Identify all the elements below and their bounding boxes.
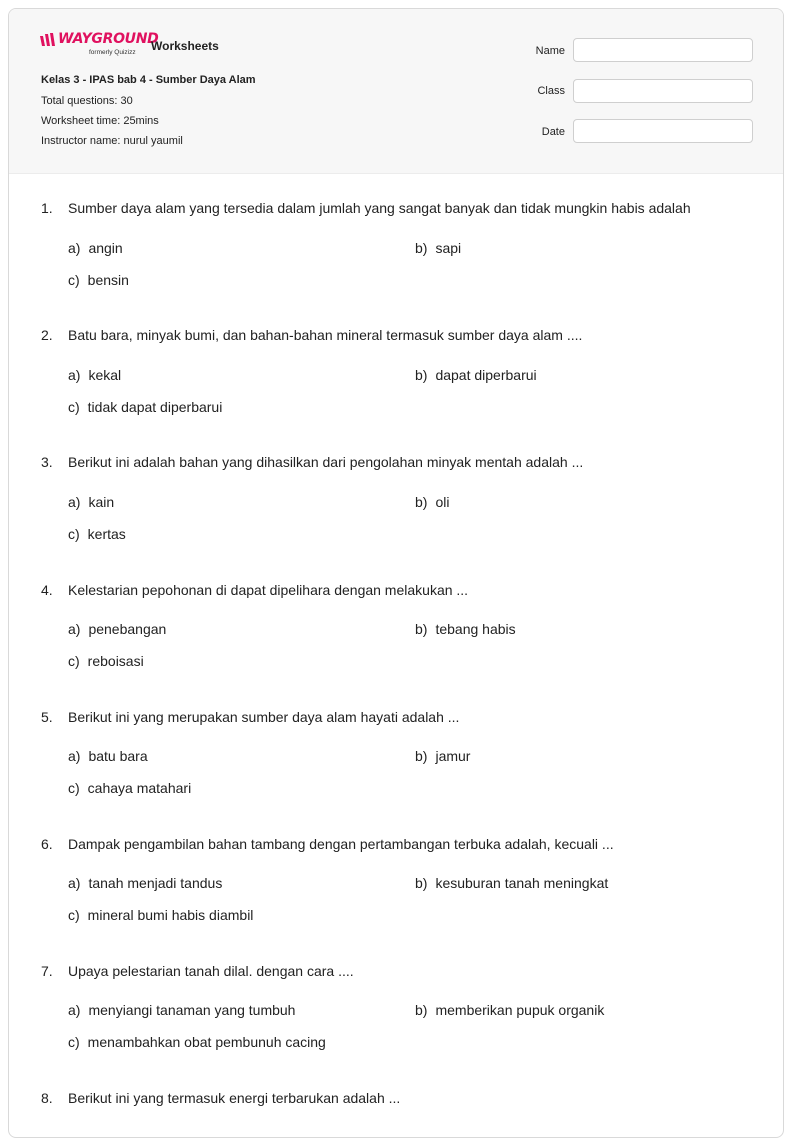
option-a[interactable]	[68, 494, 114, 510]
option-letter: a)	[68, 621, 81, 637]
option-b[interactable]	[415, 1002, 604, 1018]
total-questions: Total questions: 30	[41, 95, 133, 107]
option-text: penebangan	[88, 621, 167, 637]
option-c[interactable]	[68, 780, 191, 796]
option-letter: c)	[68, 526, 80, 542]
option-c[interactable]	[68, 272, 129, 288]
question-text: Sumber daya alam yang tersedia dalam jumlah yang sangat banyak dan tidak mungkin habis adalah	[68, 200, 691, 216]
question-text: Batu bara, minyak bumi, dan bahan-bahan mineral termasuk sumber daya alam ....	[68, 327, 583, 343]
option-text: kesuburan tanah meningkat	[435, 875, 609, 891]
class-field[interactable]	[573, 79, 753, 103]
option-text: kain	[88, 494, 115, 510]
option-a[interactable]	[68, 240, 123, 256]
option-text: jamur	[435, 748, 471, 764]
class-label: Class	[537, 85, 565, 97]
worksheet-page	[8, 8, 784, 1138]
option-b[interactable]	[415, 621, 516, 637]
option-b[interactable]	[415, 748, 470, 764]
option-a[interactable]	[68, 367, 121, 383]
option-text: kekal	[88, 367, 122, 383]
question-number: 2.	[41, 327, 53, 343]
option-letter: b)	[415, 367, 428, 383]
question-number: 7.	[41, 963, 53, 979]
option-b[interactable]	[415, 875, 608, 891]
question-number: 3.	[41, 454, 53, 470]
option-c[interactable]	[68, 526, 126, 542]
option-c[interactable]	[68, 653, 144, 669]
option-letter: a)	[68, 1002, 81, 1018]
option-text: batu bara	[88, 748, 148, 764]
option-text: dapat diperbarui	[435, 367, 537, 383]
option-text: tidak dapat diperbarui	[87, 399, 223, 415]
question-number: 4.	[41, 582, 53, 598]
worksheet-header	[9, 9, 784, 174]
option-text: tebang habis	[435, 621, 516, 637]
option-text: oli	[435, 494, 450, 510]
option-a[interactable]	[68, 1002, 295, 1018]
option-b[interactable]	[415, 240, 461, 256]
option-text: angin	[88, 240, 123, 256]
option-letter: a)	[68, 748, 81, 764]
logo-mark-icon	[40, 33, 56, 47]
option-letter: c)	[68, 780, 80, 796]
option-b[interactable]	[415, 367, 537, 383]
option-letter: b)	[415, 748, 428, 764]
option-text: bensin	[87, 272, 129, 288]
option-a[interactable]	[68, 621, 166, 637]
option-letter: b)	[415, 621, 428, 637]
option-letter: a)	[68, 367, 81, 383]
worksheet-time: Worksheet time: 25mins	[41, 115, 159, 127]
option-text: kertas	[87, 526, 126, 542]
logo-text: WAYGROUND	[58, 31, 159, 47]
option-c[interactable]	[68, 1034, 326, 1050]
option-a[interactable]	[68, 748, 148, 764]
question-text: Berikut ini yang merupakan sumber daya alam hayati adalah ...	[68, 709, 460, 725]
option-letter: a)	[68, 875, 81, 891]
option-a[interactable]	[68, 875, 222, 891]
logo-subtitle: formerly Quizizz	[89, 49, 136, 56]
option-letter: a)	[68, 240, 81, 256]
option-c[interactable]	[68, 907, 253, 923]
option-text: memberikan pupuk organik	[435, 1002, 605, 1018]
option-text: tanah menjadi tandus	[88, 875, 223, 891]
question-text: Berikut ini yang termasuk energi terbarukan adalah ...	[68, 1090, 401, 1106]
instructor-name: Instructor name: nurul yaumil	[41, 135, 183, 147]
option-letter: a)	[68, 494, 81, 510]
question-text: Dampak pengambilan bahan tambang dengan pertambangan terbuka adalah, kecuali ...	[68, 836, 614, 852]
option-c[interactable]	[68, 399, 222, 415]
question-number: 5.	[41, 709, 53, 725]
option-text: menambahkan obat pembunuh cacing	[87, 1034, 326, 1050]
name-field[interactable]	[573, 38, 753, 62]
option-text: mineral bumi habis diambil	[87, 907, 254, 923]
option-letter: c)	[68, 399, 80, 415]
name-label: Name	[535, 45, 565, 57]
option-letter: c)	[68, 272, 80, 288]
option-text: sapi	[435, 240, 462, 256]
date-label: Date	[541, 126, 565, 138]
worksheet-title: Kelas 3 - IPAS bab 4 - Sumber Daya Alam	[41, 74, 256, 86]
question-number: 6.	[41, 836, 53, 852]
question-text: Berikut ini adalah bahan yang dihasilkan dari pengolahan minyak mentah adalah ...	[68, 454, 584, 470]
option-letter: b)	[415, 875, 428, 891]
option-b[interactable]	[415, 494, 449, 510]
option-letter: b)	[415, 1002, 428, 1018]
option-letter: b)	[415, 494, 428, 510]
option-text: menyiangi tanaman yang tumbuh	[88, 1002, 296, 1018]
question-text: Kelestarian pepohonan di dapat dipelihara dengan melakukan ...	[68, 582, 469, 598]
date-field[interactable]	[573, 119, 753, 143]
option-letter: c)	[68, 1034, 80, 1050]
question-number: 1.	[41, 200, 53, 216]
option-letter: c)	[68, 907, 80, 923]
option-letter: c)	[68, 653, 80, 669]
question-text: Upaya pelestarian tanah dilal. dengan cara ....	[68, 963, 354, 979]
option-text: reboisasi	[87, 653, 144, 669]
question-number: 8.	[41, 1090, 53, 1106]
product-name: Worksheets	[151, 39, 219, 53]
option-text: cahaya matahari	[87, 780, 192, 796]
option-letter: b)	[415, 240, 428, 256]
